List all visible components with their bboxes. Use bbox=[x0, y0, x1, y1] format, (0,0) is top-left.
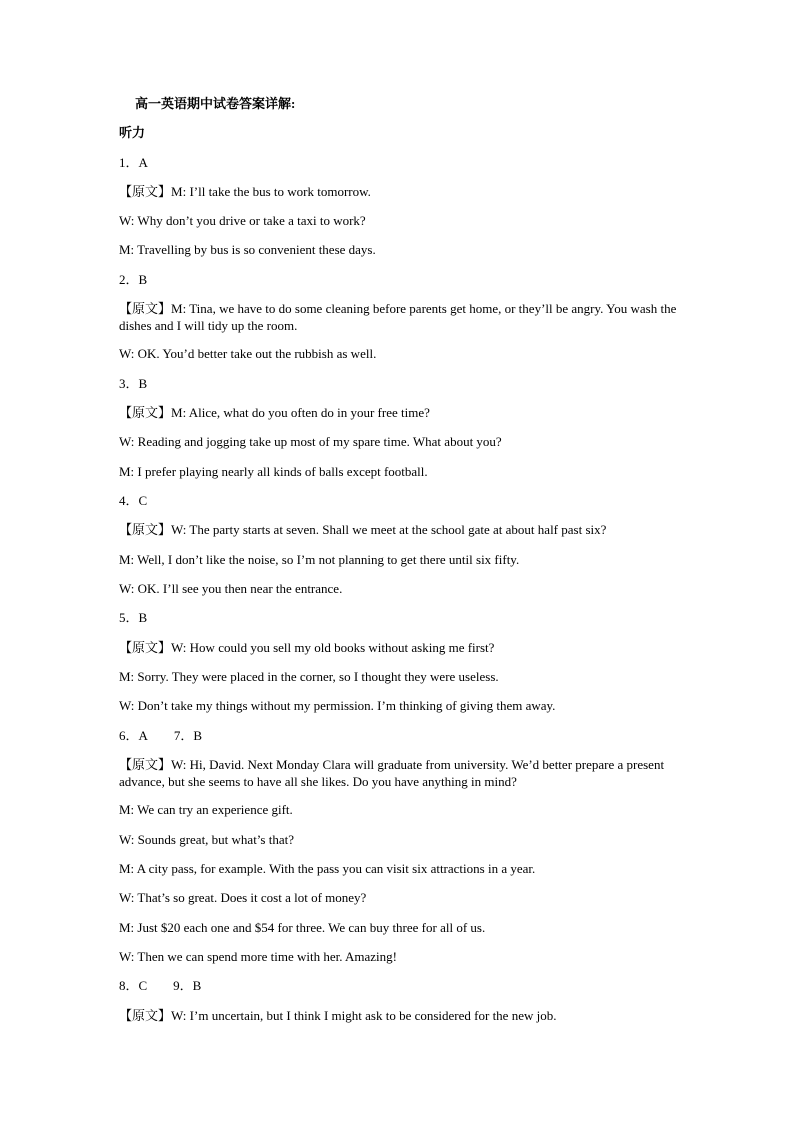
speaker: W: bbox=[171, 757, 187, 772]
answer-7: 7．B bbox=[173, 728, 203, 743]
transcript-line bbox=[119, 698, 679, 714]
speaker: M: bbox=[171, 184, 187, 199]
utterance: Why don’t you drive or take a taxi to work? bbox=[134, 213, 366, 228]
speaker: W: bbox=[119, 949, 135, 964]
speaker: W: bbox=[171, 522, 187, 537]
transcript-line bbox=[119, 346, 679, 362]
answer-line: 2．B bbox=[119, 272, 148, 287]
transcript-tag: 【原文】 bbox=[119, 185, 172, 200]
utterance: Sorry. They were placed in the corner, so I thought they were useless. bbox=[134, 669, 499, 684]
utterance: Travelling by bus is so convenient these days. bbox=[134, 242, 376, 257]
speaker: W: bbox=[119, 832, 135, 847]
transcript-line bbox=[119, 640, 679, 657]
utterance: I’m uncertain, but I think I might ask to be considered for the new job. bbox=[186, 1008, 557, 1023]
utterance: How could you sell my old books without asking me first? bbox=[186, 640, 495, 655]
utterance: Well, I don’t like the noise, so I’m not planning to get there until six fifty. bbox=[134, 552, 520, 567]
answer-9: 9．B bbox=[173, 978, 202, 993]
answer-line: 5．B bbox=[119, 610, 148, 625]
utterance: Alice, what do you often do in your free time? bbox=[186, 405, 430, 420]
speaker: M: bbox=[119, 669, 135, 684]
answer-line: 3．B bbox=[119, 376, 148, 391]
transcript-tag: 【原文】 bbox=[119, 302, 172, 317]
utterance: Reading and jogging take up most of my spare time. What about you? bbox=[134, 434, 502, 449]
speaker: M: bbox=[119, 242, 135, 257]
speaker: W: bbox=[119, 890, 135, 905]
transcript-line bbox=[119, 434, 679, 450]
utterance: OK. You’d better take out the rubbish as well. bbox=[134, 346, 377, 361]
utterance: The party starts at seven. Shall we meet at the school gate at about half past six? bbox=[186, 522, 607, 537]
transcript-line bbox=[119, 949, 679, 965]
utterance: Hi, David. Next Monday Clara will graduate from university. We’d better prepare a present advance, but she seems to have all she likes. Do you have anything in mind? bbox=[119, 757, 665, 789]
transcript-line bbox=[119, 242, 679, 258]
transcript-line bbox=[119, 757, 679, 790]
transcript-line bbox=[119, 213, 679, 229]
utterance: I’ll take the bus to work tomorrow. bbox=[186, 184, 371, 199]
speaker: M: bbox=[119, 861, 135, 876]
transcript-line bbox=[119, 832, 679, 848]
transcript-tag: 【原文】 bbox=[119, 406, 172, 421]
transcript-line bbox=[119, 669, 679, 685]
transcript-line bbox=[119, 890, 679, 906]
utterance: We can try an experience gift. bbox=[134, 802, 293, 817]
transcript-line bbox=[119, 1008, 679, 1025]
speaker: W: bbox=[119, 213, 135, 228]
answer-line: 4．C bbox=[119, 493, 148, 508]
speaker: M: bbox=[171, 405, 187, 420]
speaker: M: bbox=[119, 464, 135, 479]
page-title: 高一英语期中试卷答案详解: bbox=[135, 96, 296, 111]
answer-6: 6．A bbox=[119, 728, 148, 743]
answer-line: 1．A bbox=[119, 155, 148, 170]
utterance: A city pass, for example. With the pass you can visit six attractions in a year. bbox=[134, 861, 536, 876]
answer-line bbox=[119, 728, 679, 744]
utterance: Don’t take my things without my permission. I’m thinking of giving them away. bbox=[134, 698, 556, 713]
answer-line bbox=[119, 978, 679, 994]
utterance: Tina, we have to do some cleaning before parents get home, or they’ll be angry. You wash the dishes and I will tidy up the room. bbox=[119, 301, 677, 333]
utterance: Sounds great, but what’s that? bbox=[134, 832, 294, 847]
speaker: M: bbox=[119, 552, 135, 567]
transcript-tag: 【原文】 bbox=[119, 1009, 172, 1024]
speaker: M: bbox=[119, 802, 135, 817]
speaker: W: bbox=[171, 640, 187, 655]
speaker: W: bbox=[171, 1008, 187, 1023]
utterance: Then we can spend more time with her. Amazing! bbox=[134, 949, 397, 964]
transcript-line bbox=[119, 405, 679, 422]
utterance: That’s so great. Does it cost a lot of money? bbox=[134, 890, 367, 905]
transcript-line bbox=[119, 802, 679, 818]
transcript-line bbox=[119, 861, 679, 877]
transcript-line bbox=[119, 522, 679, 539]
speaker: W: bbox=[119, 346, 135, 361]
utterance: Just $20 each one and $54 for three. We can buy three for all of us. bbox=[134, 920, 486, 935]
speaker: W: bbox=[119, 581, 135, 596]
transcript-tag: 【原文】 bbox=[119, 758, 172, 773]
answer-8: 8．C bbox=[119, 978, 148, 993]
transcript-line bbox=[119, 581, 679, 597]
transcript-tag: 【原文】 bbox=[119, 641, 172, 656]
transcript-line bbox=[119, 920, 679, 936]
transcript-line bbox=[119, 552, 679, 568]
transcript-tag: 【原文】 bbox=[119, 523, 172, 538]
transcript-line bbox=[119, 301, 679, 334]
transcript-line bbox=[119, 464, 679, 480]
speaker: W: bbox=[119, 434, 135, 449]
utterance: OK. I’ll see you then near the entrance. bbox=[134, 581, 343, 596]
speaker: M: bbox=[171, 301, 187, 316]
utterance: I prefer playing nearly all kinds of balls except football. bbox=[134, 464, 428, 479]
speaker: W: bbox=[119, 698, 135, 713]
speaker: M: bbox=[119, 920, 135, 935]
transcript-line bbox=[119, 184, 679, 201]
section-heading: 听力 bbox=[119, 125, 146, 140]
